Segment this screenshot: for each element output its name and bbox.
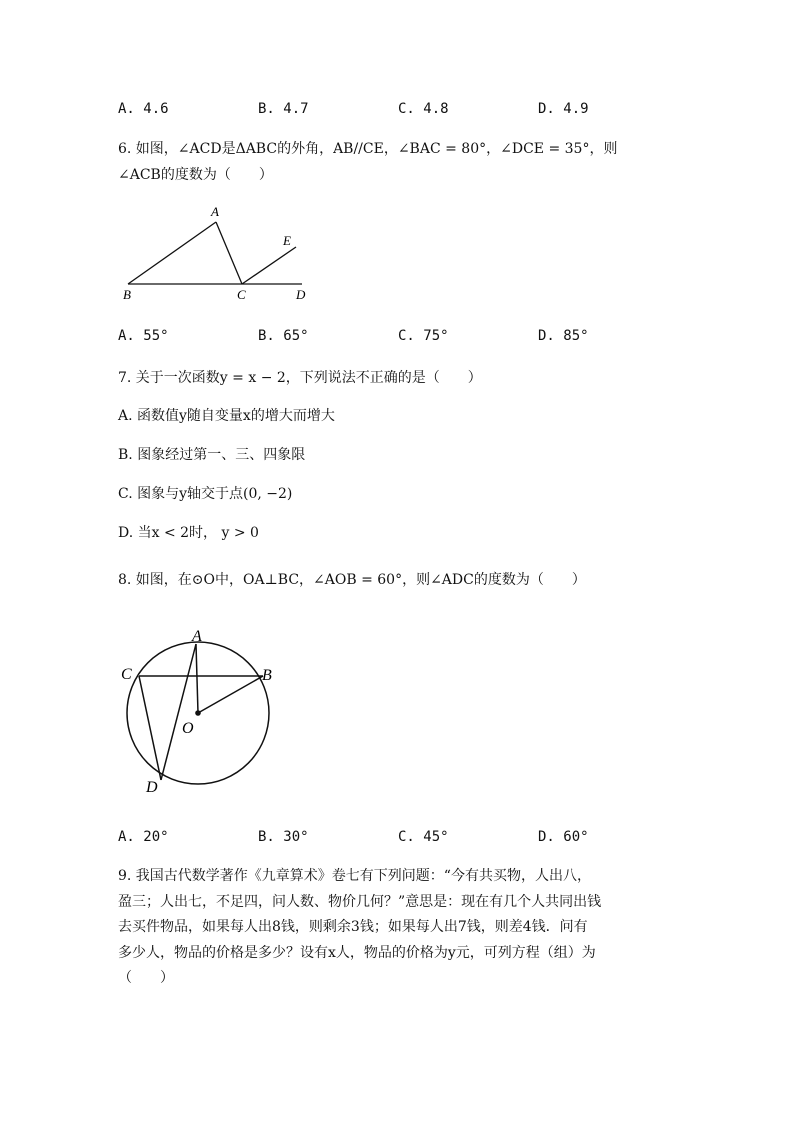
q6-stem-line1: 6. 如图，∠ACD是ΔABC的外角，AB//CE，∠BAC = 80°，∠DCE = 35°，则	[118, 141, 618, 157]
q7-option-c: C. 图象与y轴交于点(0, −2)	[118, 486, 293, 502]
q8-stem: 8. 如图，在⊙O中，OA⊥BC，∠AOB = 60°，则∠ADC的度数为（ ）	[118, 572, 586, 588]
q8-option-c: C. 45°	[398, 829, 449, 845]
chord-ad	[161, 644, 196, 780]
label-o: O	[182, 720, 194, 737]
q8-circle-figure	[112, 622, 292, 800]
label-e: E	[283, 233, 291, 248]
label-b: B	[262, 667, 272, 684]
q7-option-b: B. 图象经过第一、三、四象限	[118, 447, 306, 463]
label-c: C	[237, 287, 246, 302]
q6-stem-line2: ∠ACB的度数为（ ）	[118, 167, 273, 183]
label-c: C	[121, 666, 132, 683]
q6-option-d: D. 85°	[538, 328, 589, 344]
q8-option-b: B. 30°	[258, 829, 309, 845]
q8-option-a: A. 20°	[118, 829, 169, 845]
q6-option-a: A. 55°	[118, 328, 169, 344]
q6-option-b: B. 65°	[258, 328, 309, 344]
q5-option-b: B. 4.7	[258, 101, 309, 117]
q9-stem-line3: 去买件物品，如果每人出8钱，则剩余3钱；如果每人出7钱，则差4钱．问有	[118, 919, 588, 935]
q9-stem-line4: 多少人，物品的价格是多少？设有x人，物品的价格为y元，可列方程（组）为	[118, 945, 596, 961]
q6-option-c: C. 75°	[398, 328, 449, 344]
segment-ob	[198, 676, 263, 713]
q9-stem-line1: 9. 我国古代数学著作《九章算术》卷七有下列问题：“今有共买物，人出八，	[118, 868, 591, 884]
line-ba	[128, 222, 216, 284]
q8-option-d: D. 60°	[538, 829, 589, 845]
q5-option-c: C. 4.8	[398, 101, 449, 117]
q5-option-a: A. 4.6	[118, 101, 169, 117]
label-d: D	[296, 287, 306, 302]
line-ce	[242, 247, 296, 284]
q7-option-d: D. 当x < 2时， y > 0	[118, 525, 259, 541]
label-a: A	[192, 628, 202, 645]
q5-option-d: D. 4.9	[538, 101, 589, 117]
q9-stem-line2: 盈三；人出七，不足四，问人数、物价几何？”意思是：现在有几个人共同出钱	[118, 894, 602, 910]
q6-triangle-figure	[110, 198, 340, 310]
center-point-o	[195, 710, 201, 716]
label-b: B	[123, 287, 131, 302]
line-ac	[216, 222, 242, 284]
label-d: D	[146, 779, 158, 796]
segment-oa	[196, 644, 198, 713]
label-a: A	[211, 204, 219, 219]
q7-option-a: A. 函数值y随自变量x的增大而增大	[118, 408, 335, 424]
q7-stem: 7. 关于一次函数y = x − 2，下列说法不正确的是（ ）	[118, 370, 482, 386]
q9-stem-line5: （ ）	[118, 970, 174, 986]
